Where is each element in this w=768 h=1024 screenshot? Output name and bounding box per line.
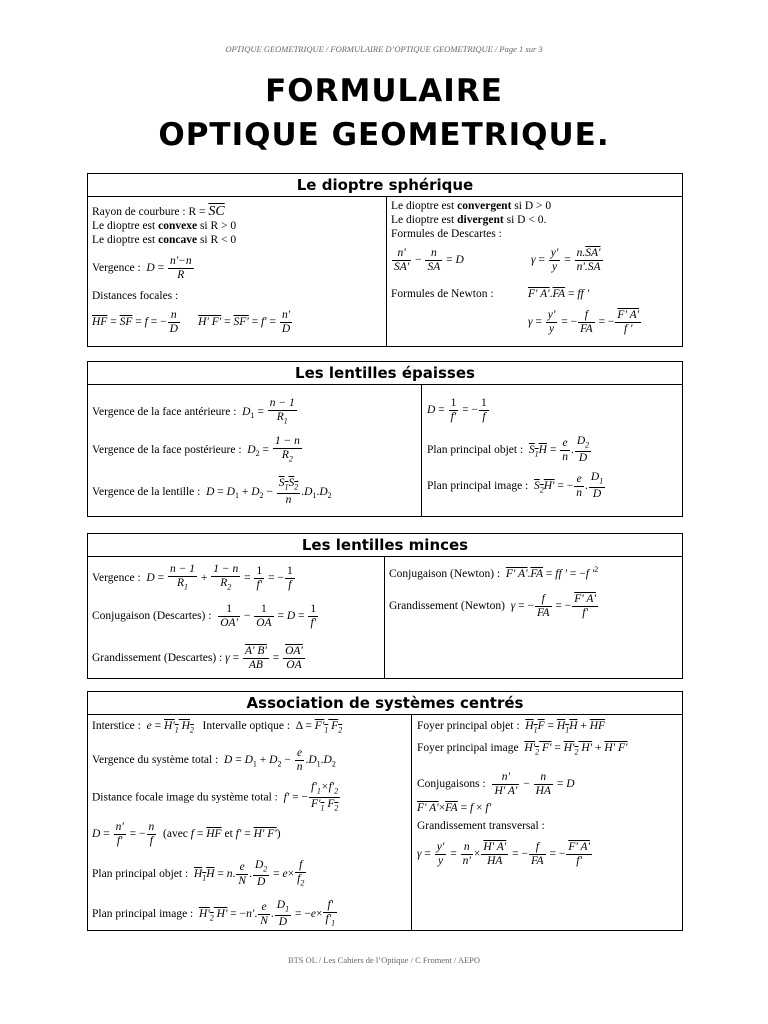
distances-focales-label: Distances focales : xyxy=(92,290,179,302)
conjugaisons-association: Conjugaisons : $\frac{n'}{H' A'}$ − $\frac{n}{HA}$ = D xyxy=(417,771,575,797)
interstice-line: Interstice : $e = H'_1$ $H_2$ Intervalle optique : $\Delta = F'_1$ $F_2$ xyxy=(92,720,343,735)
divergent-line: Le dioptre est divergent si D < 0. xyxy=(391,214,547,226)
conjugaison-descartes: Conjugaison (Descartes) : $\frac{1}{OA'}$ − $\frac{1}{OA}$ = D = $\frac{1}{f'}$ xyxy=(92,603,317,629)
newton-association: F' $A'\times\overline{FA} = f \times f'$ xyxy=(417,802,492,814)
plan-principal-image-association: Plan principal image : $H'_2$ H' = −n'. $\frac{e}{N}$ . $\frac{D_1}{D}$ = −e× $\frac{f'}{f'_1}$ xyxy=(92,899,336,929)
foyer-principal-image: Foyer principal image $H'_2$ $F' = H'_2$ H' + H' F' xyxy=(417,742,628,757)
grandissement-transversal-formula: γ = $\frac{y'}{y}$ = $\frac{n}{n'}$ × $\frac{H' A'}{HA}$ = − $\frac{f}{FA}$ = − $\frac{F' A'}{f'}$ xyxy=(417,841,590,867)
section-association xyxy=(87,691,683,931)
page-title-line2: OPTIQUE GEOMETRIQUE. xyxy=(158,117,610,153)
grandissement-dioptre: γ = $\frac{y'}{y}$ = $\frac{n.SA'}{n'.\overline{SA}}$ xyxy=(531,247,601,273)
section-epaisses-title: Les lentilles épaisses xyxy=(88,362,682,385)
newton-label: Formules de Newton : xyxy=(391,288,494,300)
focale-systeme-total: Distance focale image du système total : f' = − $\frac{f'_1\times f'_2}{F'_1 F_2}$ xyxy=(92,781,339,813)
convexe-line: Le dioptre est convexe si R > 0 xyxy=(92,220,237,232)
page-title-line1: FORMULAIRE xyxy=(265,73,503,109)
page-footer: BTS OL / Les Cahiers de l’Optique / C Froment / AEPO xyxy=(287,955,481,965)
newton-formula: F' $A'.\overline{FA}$ = ff ' xyxy=(528,288,590,300)
vergence-mince: Vergence : D = $\frac{n - 1}{R_1}$ + $\frac{1 - n}{R_2}$ = $\frac{1}{f'}$ = − $\frac{1}{f}$ xyxy=(92,563,293,592)
plan-principal-objet-epaisse: Plan principal objet : $S_1H$ = $\frac{e}{n}$ . $\frac{D_2}{D}$ xyxy=(427,435,590,465)
vergence-focale-epaisse: D = $\frac{1}{f'}$ = − $\frac{1}{f}$ xyxy=(427,397,487,423)
section-dioptre xyxy=(87,173,683,347)
descartes-label: Formules de Descartes : xyxy=(391,228,502,240)
grandissement-transversal-label: Grandissement transversal : xyxy=(417,820,545,832)
vergence-face-posterieure: Vergence de la face postérieure : $D_2$ = $\frac{1 - n}{R_2}$ xyxy=(92,435,300,464)
foyer-principal-objet: Foyer principal objet : $H_1F = H_1H + \overline{HF}$ xyxy=(417,720,606,735)
conjugaison-newton: Conjugaison (Newton) : F' $A'.\overline{FA}$ = ff ' = −f '$^2$ xyxy=(389,565,599,580)
section-minces xyxy=(87,533,683,679)
vergence-face-anterieure: Vergence de la face antérieure : $D_1$ = $\frac{n - 1}{R_1}$ xyxy=(92,397,295,426)
grandissement-newton: Grandissement (Newton) γ = − $\frac{f}{FA}$ = − $\frac{F' A'}{f'}$ xyxy=(389,593,596,619)
distances-focales-formula: $\overline{HF} = \overline{SF} = f$ = − $\frac{n}{D}$ H' F' = SF' = f' = $\frac{n'}{D}$ xyxy=(92,309,291,335)
section-dioptre-title: Le dioptre sphérique xyxy=(88,174,682,197)
vergence-lentille-epaisse: Vergence de la lentille : $D = D_1 + D_2$ − $\frac{S_1S_2}{n}$ $.D_1.D_2$ xyxy=(92,477,332,507)
section-minces-title: Les lentilles minces xyxy=(88,534,682,557)
plan-principal-objet-association: Plan principal objet : $H_1H = n$. $\frac{e}{N}$ . $\frac{D_2}{D}$ = e× $\frac{f}{f_2}$ xyxy=(92,859,305,889)
section-association-title: Association de systèmes centrés xyxy=(88,692,682,715)
section-epaisses xyxy=(87,361,683,517)
newton-grandissement: γ = $\frac{y'}{y}$ = − $\frac{f}{FA}$ = − $\frac{F' A'}{f '}$ xyxy=(528,309,640,335)
vergence-relation-association: D = $\frac{n'}{f'}$ = − $\frac{n}{f}$ (avec $f = \overline{HF}$ et f' = H' F') xyxy=(92,821,281,847)
page-header: OPTIQUE GEOMETRIQUE / FORMULAIRE D’OPTIQUE GEOMETRIQUE / Page 1 sur 3 xyxy=(225,44,543,54)
descartes-formula: $\frac{n'}{SA'}$ − $\frac{n}{SA}$ = D xyxy=(394,247,464,273)
concave-line: Le dioptre est concave si R < 0 xyxy=(92,234,237,246)
convergent-line: Le dioptre est convergent si D > 0 xyxy=(391,200,552,212)
vergence-dioptre: Vergence : D = $\frac{n'-n}{R}$ xyxy=(92,255,192,281)
rayon-line: Rayon de courbure : R = SC xyxy=(92,204,225,219)
plan-principal-image-epaisse: Plan principal image : $S_2H'$ = − $\frac{e}{n}$ . $\frac{D_1}{D}$ xyxy=(427,471,604,501)
vergence-systeme-total: Vergence du système total : $D = D_1 + D_2$ − $\frac{e}{n}$ $.D_1.D_2$ xyxy=(92,747,336,773)
grandissement-descartes: Grandissement (Descartes) : γ = $\frac{A' B'}{AB}$ = $\frac{OA'}{OA}$ xyxy=(92,645,303,671)
